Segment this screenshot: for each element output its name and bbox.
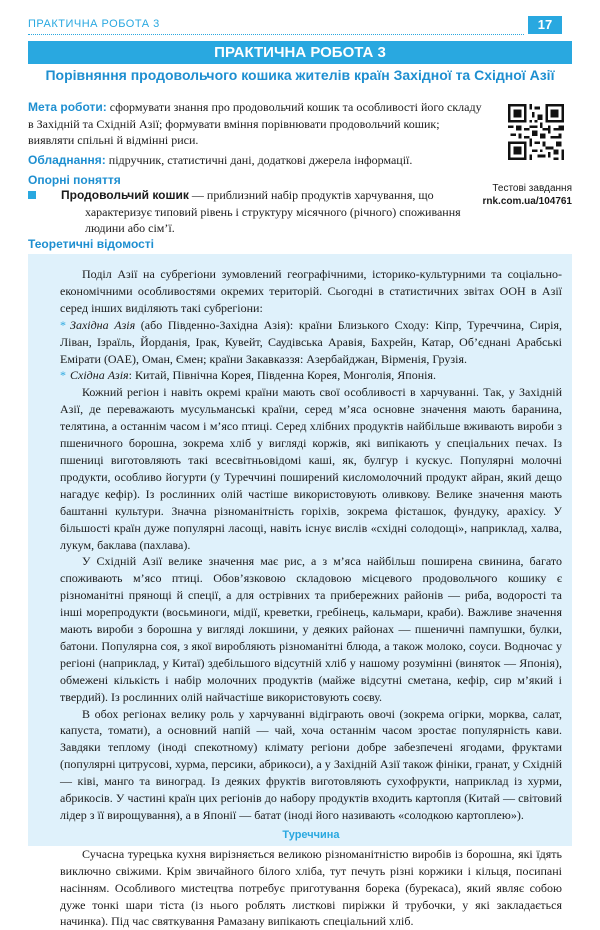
theory-paragraph-4: В обох регіонах велику роль у харчуванні відіграють овочі (зокрема огірки, морква, салат, капуста, томати), а основний напій — чай, хоча останнім часом зростає популярність кави. Завдяки теплому (іноді спекотному) клімату регіони добре забезпечені ягодами, фруктами (популярні цитрусові, хурма, персики, абрикоси), а у Західній Азії також фініки, гранат, у Східній — ківі, манго та виноград. Із деяких фруктів виготовляють сухофрукти, наприклад із хурми, абрикосів. У частині країн цих регіонів до набору продуктів входить картопля (Китай — світовий лідер з її вирощування), а в Японії — батат (іноді його називають «солодкою картоплею»). [60, 706, 562, 822]
section-heading-turkey: Туреччина [282, 828, 340, 841]
qr-link[interactable]: rnk.com.ua/104761 [482, 196, 572, 207]
west-asia-term: Західна Азія [70, 317, 136, 332]
theory-text [60, 266, 562, 930]
theory-paragraph-3: У Східній Азії велике значення має рис, а з м’яса найбільш поширена свинина, багато споживають м’ясо птиці. Обов’язковою складовою місцевого продовольчого кошику є різноманітні прянощі й спеції, а для острівних та прибережних районів — риба, водорості та інші морепродукти (восьминоги, мідії, креветки, гребінець, кальмари, краби). Важливе значення мають вироби з борошна у вигляді локшини, у деяких районах — пшеничні пампушки, булки, батони. Популярна соя, з якої виробляють різноманітні блюда, а також молоко, соуси. Водночас у регіоні (наприклад, у Китаї) здебільшого відсутній хліб у нашому розумінні (виняток — Японія), обмежені кількість і набір молочних продуктів (майже відсутні сметана, кефір, сир м’який і твердий). Із рослинних олій найчастіше використовують соєву. [60, 554, 562, 704]
goal-paragraph [28, 99, 488, 149]
running-title: ПРАКТИЧНА РОБОТА 3 [28, 18, 160, 30]
east-asia-term: Східна Азія [70, 368, 129, 383]
equipment-text: підручник, статистичні дані, додаткові джерела інформації. [105, 153, 413, 167]
equipment-paragraph [28, 152, 498, 168]
theory-paragraph-5: Сучасна турецька кухня вирізняється великою різноманітністю виробів із борошна, які їдять виключно свіжими. Крім звичайного білого хліба, тут печуть різні коржики і кільця, посипані насінням. Особливого мистецтва потребує приготування борека (бурекаса), який являє собою дуже тонкі шари тіста (із нього роблять листкові пиріжки й трубочки, у які закладається начинка). Під час святкування Рамазану випікають спеціальний хліб. [60, 846, 562, 929]
concept-term: Продовольчий кошик [61, 188, 189, 202]
qr-caption [483, 182, 573, 208]
west-asia-text: (або Південно-Західна Азія): країни Близького Сходу: Кіпр, Туреччина, Сирія, Ліван, Ізраїль, Йорданія, Ірак, Кувейт, Саудівська Аравія, Бахрейн, Катар, Об’єднані Арабські Емірати (ОАЕ), Оман, Ємен; країни Закавказзя: Азербайджан, Вірменія, Грузія. [60, 317, 562, 366]
goal-label: Мета роботи: [28, 100, 107, 114]
concept-item [28, 187, 480, 237]
goal-text: сформувати знання про продовольчий кошик та особливості його складу в Західній та Східній Азії; формувати вміння порівнювати продовольчий кошик; виявляти спільні й відмінні риси. [28, 100, 482, 147]
header-divider [28, 34, 524, 35]
theory-paragraph-1: Поділ Азії на субрегіони зумовлений географічними, історико-культурними та соціально-економічними особливостями окремих територій. Сьогодні в статистичних звітах ООН в Азії серед інших виділяють такі субрегіони: [60, 267, 562, 315]
asterisk-bullet-icon: * [60, 368, 66, 383]
east-asia-text: : Китай, Північна Корея, Південна Корея, Монголія, Японія. [128, 368, 437, 383]
page-subtitle: Порівняння продовольчого кошика жителів країн Західної та Східної Азії [45, 67, 555, 83]
equipment-label: Обладнання: [28, 153, 106, 167]
asterisk-bullet-icon: * [60, 317, 66, 332]
bullet-square-icon [28, 191, 36, 199]
list-item-west-asia [60, 317, 562, 368]
concepts-heading: Опорні поняття [28, 173, 121, 187]
theory-paragraph-2: Кожний регіон і навіть окремі країни мають свої особливості в харчуванні. Так, у Західній Азії, де переважають мусульманські країни, серед м’яса основне значення мають баранина, телятина, а останнім часом і м’ясо птиці. Серед хлібних продуктів найбільше вживають вироби з пшеничного борошна, зокрема хліб у вигляді коржів, які випікають у спеціальних печах. Із пшениці виготовляють такі всесвітньовідомі каші, як, булгур і кускус. Популярні молочні продукти, особливо йогурти (у Туреччині поширений кисломолочний продукт айран, який дещо нагадує кефір). Із рослинних олій частіше використовують оливкову. Велике значення мають баштанні культури. Значна різноманітність горіхів, зокрема фісташок, фундуку, арахісу. У більшості країн дуже популярні ласощі, навіть існує вислів «східні солодощі», наприклад, халва, лукум, баклава (пахлава). [60, 385, 562, 552]
qr-code-icon[interactable] [508, 104, 564, 160]
page-title: ПРАКТИЧНА РОБОТА 3 [28, 41, 572, 64]
list-item-east-asia [60, 367, 562, 384]
qr-caption-text: Тестові завдання [492, 183, 572, 194]
running-header [0, 0, 600, 36]
page-number: 17 [528, 16, 562, 34]
theory-heading: Теоретичні відомості [28, 237, 154, 251]
concept-definition: — приблизний набір продуктів харчування, що характеризує типовий рівень і структуру місячного (річного) споживання людини або сім’ї. [85, 188, 461, 235]
theory-panel [28, 254, 572, 929]
